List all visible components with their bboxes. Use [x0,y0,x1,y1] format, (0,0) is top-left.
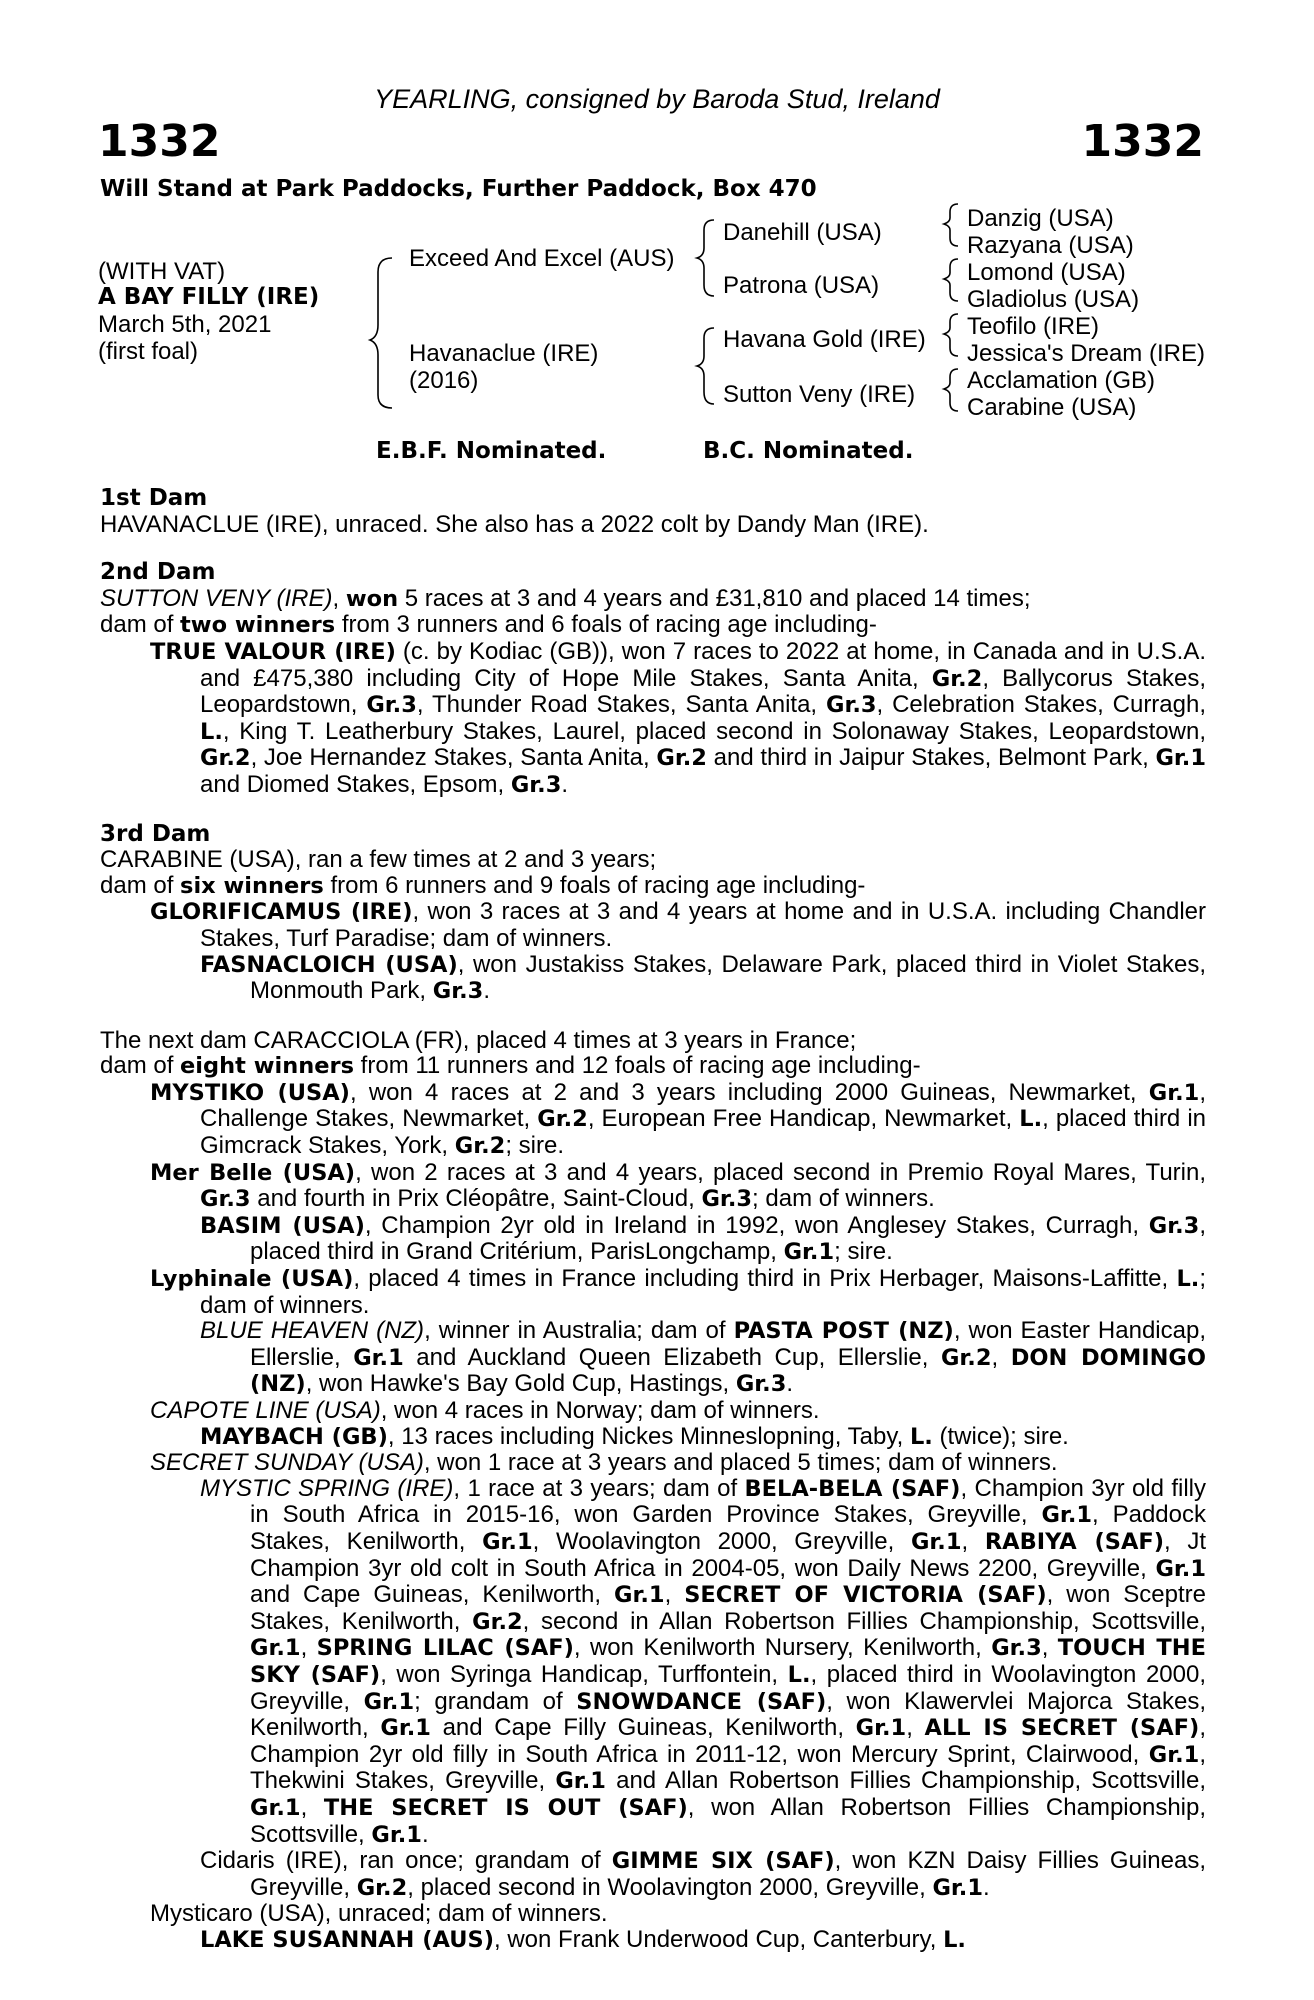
first-dam-section [100,486,1206,537]
ped-dsd: Jessica's Dream (IRE) [967,340,1205,367]
fourth-dam-line2: dam of eight winners from 11 runners and 12 foals of racing age including- [100,1052,921,1080]
bc-nominated: B.C. Nominated. [703,438,914,464]
produce-entry: MYSTIC SPRING (IRE), 1 race at 3 years; dam of BELA-BELA (SAF), Champion 3yr old filly in South Africa in 2015-16, won Garden Province Stakes, Greyville, Gr.1, Paddock Stakes, Kenilworth, Gr.1, Woolavington 2000, Greyville, Gr.1, RABIYA (SAF), Jt Champion 3yr old colt in South Africa in 2004-05, won Daily News 2200, Greyville, Gr.1 and Cape Guineas, Kenilworth, Gr.1, SECRET OF VICTORIA (SAF), won Sceptre Stakes, Kenilworth, Gr.2, second in Allan Robertson Fillies Championship, Scottsville, Gr.1, SPRING LILAC (SAF), won Kenilworth Nursery, Kenilworth, Gr.3, TOUCH THE SKY (SAF), won Syringa Handicap, Turffontein, L., placed third in Woolavington 2000, Greyville, Gr.1; grandam of SNOWDANCE (SAF), won Klawervlei Majorca Stakes, Kenilworth, Gr.1 and Cape Filly Guineas, Kenilworth, Gr.1, ALL IS SECRET (SAF), Champion 2yr old filly in South Africa in 2011-12, won Mercury Sprint, Clairwood, Gr.1, Thekwini Stakes, Greyville, Gr.1 and Allan Robertson Fillies Championship, Scottsville, Gr.1, THE SECRET IS OUT (SAF), won Allan Robertson Fillies Championship, Scottsville, Gr.1. [200,1474,1207,1848]
first-dam-text: HAVANACLUE (IRE), unraced. She also has a 2022 colt by Dandy Man (IRE). [100,510,929,538]
third-dam-line2: dam of six winners from 6 runners and 9 foals of racing age including- [100,871,866,899]
sire-sire: Danehill (USA) [723,219,882,246]
fourth-dam-line1: The next dam CARACCIOLA (FR), placed 4 times at 3 years in France; [100,1026,857,1054]
produce-record [100,486,1206,1953]
fourth-dam-section [100,1028,1206,1954]
produce-entry: FASNACLOICH (USA), won Justakiss Stakes, Delaware Park, placed third in Violet Stakes, Monmouth Park, Gr.3. [200,950,1207,1005]
lot-number-left: 1332 [98,116,221,167]
dam-sire: Havana Gold (IRE) [723,326,926,353]
vat-note: (WITH VAT) [98,258,226,285]
dam: Havanaclue (IRE) [409,340,599,367]
produce-entry: CAPOTE LINE (USA), won 4 races in Norway; dam of winners. [150,1397,820,1424]
produce-entry: Lyphinale (USA), placed 4 times in France including third in Prix Herbager, Maisons-Laffitte, L.; dam of winners. [150,1265,1206,1319]
horse-dob: March 5th, 2021 [98,311,272,338]
produce-entry: SECRET SUNDAY (USA), won 1 race at 3 years and placed 5 times; dam of winners. [150,1449,1058,1477]
ped-sdd: Gladiolus (USA) [967,286,1140,313]
third-dam-section [100,822,1206,1005]
second-dam-section [100,560,1206,798]
produce-entry: BASIM (USA), Champion 2yr old in Ireland in 1992, won Anglesey Stakes, Curragh, Gr.3, placed third in Grand Critérium, ParisLongchamp, Gr.1; sire. [200,1211,1206,1266]
ped-ddd: Carabine (USA) [967,394,1137,421]
produce-entry: TRUE VALOUR (IRE) (c. by Kodiac (GB)), won 7 races to 2022 at home, in Canada and in U.S.A. and £475,380 including City of Hope Mile Stakes, Santa Anita, Gr.2, Ballycorus Stakes, Leopardstown, Gr.3, Thunder Road Stakes, Santa Anita, Gr.3, Celebration Stakes, Curragh, L., King T. Leatherbury Stakes, Laurel, placed second in Solonaway Stakes, Leopardstown, Gr.2, Joe Hernandez Stakes, Santa Anita, Gr.2 and third in Jaipur Stakes, Belmont Park, Gr.1 and Diomed Stakes, Epsom, Gr.3. [150,637,1207,798]
second-dam-line2: dam of two winners from 3 runners and 6 foals of racing age including- [100,611,877,639]
ped-ssd: Razyana (USA) [967,232,1134,259]
produce-entry: MAYBACH (GB), 13 races including Nickes Minneslopning, Taby, L. (twice); sire. [200,1422,1069,1450]
second-dam-heading: 2nd Dam [100,559,216,586]
dam-dam: Sutton Veny (IRE) [723,381,916,408]
ebf-nominated: E.B.F. Nominated. [376,438,607,464]
produce-entry: LAKE SUSANNAH (AUS), won Frank Underwood Cup, Canterbury, L. [200,1925,966,1953]
lot-number-right: 1332 [1081,116,1204,167]
foal-note: (first foal) [98,338,199,365]
produce-entry: MYSTIKO (USA), won 4 races at 2 and 3 years including 2000 Guineas, Newmarket, Gr.1, Challenge Stakes, Newmarket, Gr.2, European Free Handicap, Newmarket, L., placed third in Gimcrack Stakes, York, Gr.2; sire. [150,1078,1206,1160]
horse-name: A BAY FILLY (IRE) [98,284,320,310]
sire: Exceed And Excel (AUS) [409,245,675,272]
ped-dds: Acclamation (GB) [967,367,1156,394]
produce-entry: GLORIFICAMUS (IRE), won 3 races at 3 and 4 years at home and in U.S.A. including Chandler Stakes, Turf Paradise; dam of winners. [150,898,1206,952]
ped-dss: Teofilo (IRE) [967,313,1100,340]
ped-sss: Danzig (USA) [967,205,1114,232]
stand-location: Will Stand at Park Paddocks, Further Paddock, Box 470 [100,176,817,202]
produce-entry: Cidaris (IRE), ran once; grandam of GIMME SIX (SAF), won KZN Daisy Fillies Guineas, Greyville, Gr.2, placed second in Woolavington 2000, Greyville, Gr.1. [200,1847,1206,1901]
second-dam-line1: SUTTON VENY (IRE), won 5 races at 3 and 4 years and £31,810 and placed 14 times; [100,584,1031,612]
third-dam-heading: 3rd Dam [100,820,211,847]
dam-year: (2016) [409,367,479,394]
produce-entry: BLUE HEAVEN (NZ), winner in Australia; dam of PASTA POST (NZ), won Easter Handicap, Ellerslie, Gr.1 and Auckland Queen Elizabeth Cup, Ellerslie, Gr.2, DON DOMINGO (NZ), won Hawke's Bay Gold Cup, Hastings, Gr.3. [200,1317,1207,1398]
ped-sds: Lomond (USA) [967,259,1126,286]
produce-entry: Mysticaro (USA), unraced; dam of winners. [150,1900,608,1928]
produce-entry: Mer Belle (USA), won 2 races at 3 and 4 years, placed second in Premio Royal Mares, Turin, Gr.3 and fourth in Prix Cléopâtre, Saint-Cloud, Gr.3; dam of winners. [150,1158,1207,1213]
first-dam-heading: 1st Dam [100,485,208,511]
consignment-line: YEARLING, consigned by Baroda Stud, Ireland [374,84,940,114]
sire-dam: Patrona (USA) [723,272,880,299]
third-dam-line1: CARABINE (USA), ran a few times at 2 and 3 years; [100,846,657,874]
